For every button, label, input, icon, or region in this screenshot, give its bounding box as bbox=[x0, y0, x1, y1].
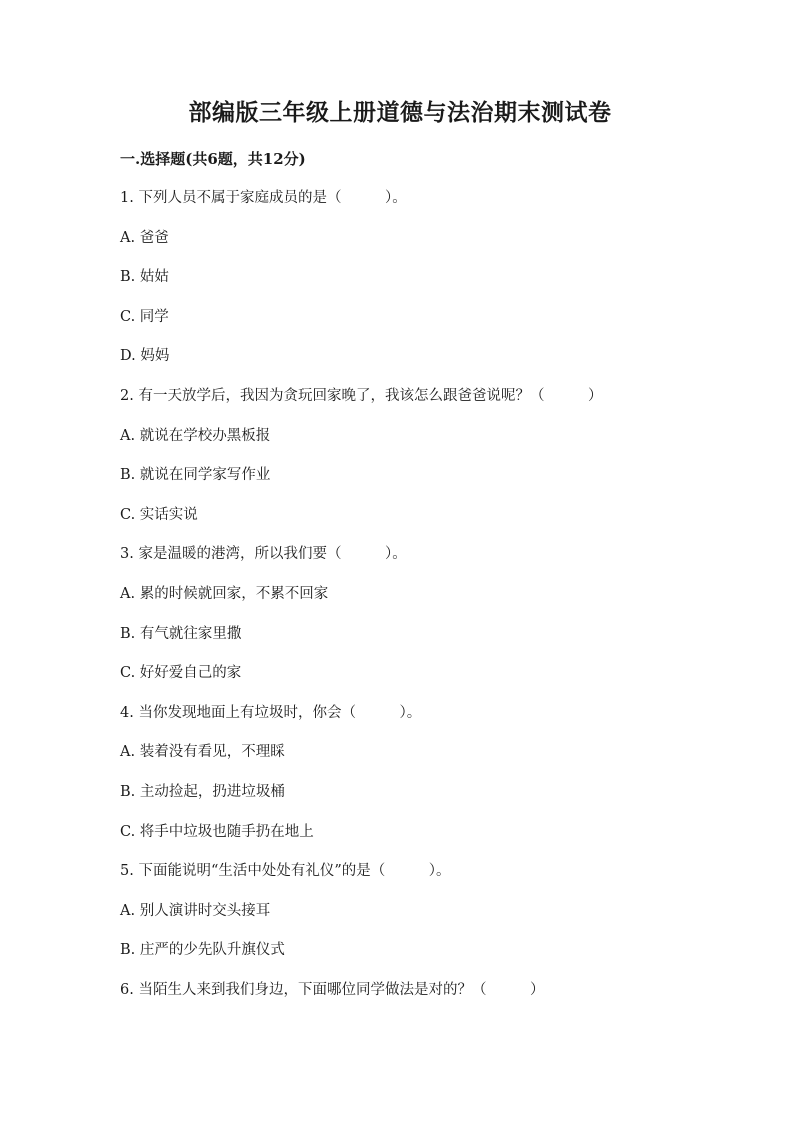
q1-option-a: A. 爸爸 bbox=[120, 230, 169, 246]
q4-option-c: C. 将手中垃圾也随手扔在地上 bbox=[120, 824, 314, 840]
q4-option-b: B. 主动捡起，扔进垃圾桶 bbox=[120, 784, 285, 800]
question-6: 6. 当陌生人来到我们身边，下面哪位同学做法是对的？（ ） bbox=[120, 982, 545, 998]
q1-option-c: C. 同学 bbox=[120, 309, 169, 325]
q5-option-a: A. 别人演讲时交头接耳 bbox=[120, 903, 271, 919]
q1-option-d: D. 妈妈 bbox=[120, 348, 170, 364]
q2-option-c: C. 实话实说 bbox=[120, 507, 198, 523]
q3-option-c: C. 好好爱自己的家 bbox=[120, 665, 242, 681]
q2-option-a: A. 就说在学校办黑板报 bbox=[120, 428, 271, 444]
q4-option-a: A. 装着没有看见，不理睬 bbox=[120, 744, 285, 760]
page-title: 部编版三年级上册道德与法治期末测试卷 bbox=[188, 99, 612, 126]
question-4: 4. 当你发现地面上有垃圾时，你会（ ）。 bbox=[120, 705, 422, 721]
question-5: 5. 下面能说明“生活中处处有礼仪”的是（ ）。 bbox=[120, 863, 451, 879]
question-1: 1. 下列人员不属于家庭成员的是（ ）。 bbox=[120, 190, 407, 206]
question-2: 2. 有一天放学后，我因为贪玩回家晚了，我该怎么跟爸爸说呢？（ ） bbox=[120, 388, 603, 404]
section-heading: 一.选择题(共6题，共12分) bbox=[120, 150, 306, 168]
q1-option-b: B. 姑姑 bbox=[120, 269, 169, 285]
q5-option-b: B. 庄严的少先队升旗仪式 bbox=[120, 942, 285, 958]
question-3: 3. 家是温暖的港湾，所以我们要（ ）。 bbox=[120, 546, 407, 562]
q3-option-a: A. 累的时候就回家，不累不回家 bbox=[120, 586, 329, 602]
q3-option-b: B. 有气就往家里撒 bbox=[120, 626, 242, 642]
q2-option-b: B. 就说在同学家写作业 bbox=[120, 467, 271, 483]
